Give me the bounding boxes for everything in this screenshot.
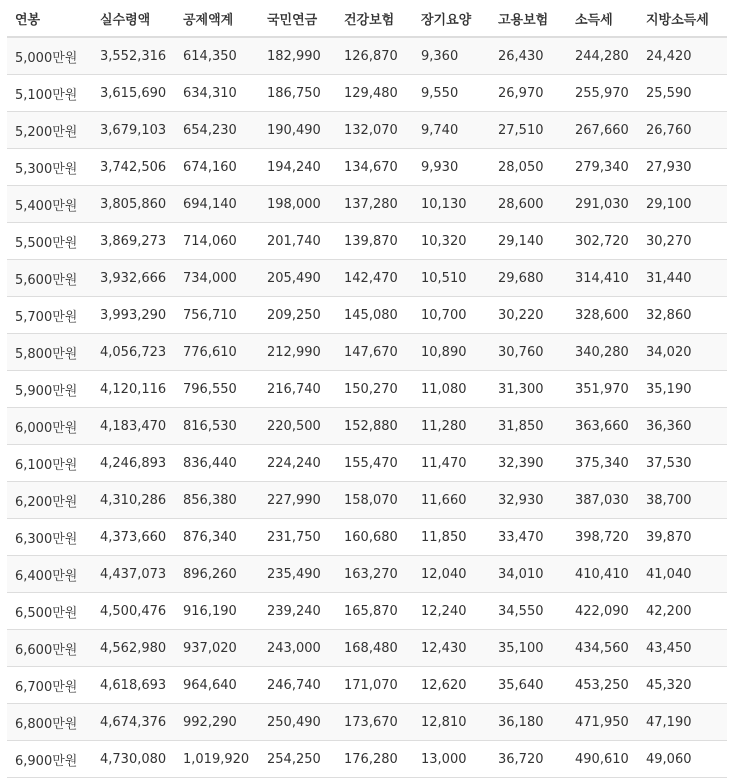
income-tax-cell: 340,280 — [567, 334, 638, 371]
table-header-row — [7, 0, 727, 37]
income-tax-cell: 314,410 — [567, 260, 638, 297]
long-term-care-cell: 9,550 — [413, 75, 490, 112]
table-row — [7, 223, 727, 260]
local-income-tax-cell: 35,190 — [638, 371, 727, 408]
national-pension-cell: 190,490 — [259, 112, 336, 149]
total-deduction-cell: 964,640 — [175, 667, 259, 704]
health-insurance-cell: 134,670 — [336, 149, 413, 186]
long-term-care-cell: 10,130 — [413, 186, 490, 223]
header-national-pension: 국민연금 — [259, 0, 336, 37]
annual-salary-cell: 5,300만원 — [7, 149, 92, 186]
table-row — [7, 112, 727, 149]
income-tax-cell: 422,090 — [567, 593, 638, 630]
total-deduction-cell: 896,260 — [175, 556, 259, 593]
net-pay-cell: 4,730,080 — [92, 741, 175, 778]
table-row — [7, 519, 727, 556]
table-row — [7, 593, 727, 630]
annual-salary-cell: 6,100만원 — [7, 445, 92, 482]
net-pay-cell: 4,674,376 — [92, 704, 175, 741]
income-tax-cell: 453,250 — [567, 667, 638, 704]
employment-insurance-cell: 31,300 — [490, 371, 567, 408]
health-insurance-cell: 132,070 — [336, 112, 413, 149]
total-deduction-cell: 836,440 — [175, 445, 259, 482]
local-income-tax-cell: 43,450 — [638, 630, 727, 667]
health-insurance-cell: 139,870 — [336, 223, 413, 260]
annual-salary-cell: 6,600만원 — [7, 630, 92, 667]
employment-insurance-cell: 31,850 — [490, 408, 567, 445]
health-insurance-cell: 150,270 — [336, 371, 413, 408]
net-pay-cell: 4,437,073 — [92, 556, 175, 593]
national-pension-cell: 209,250 — [259, 297, 336, 334]
local-income-tax-cell: 49,060 — [638, 741, 727, 778]
net-pay-cell: 4,246,893 — [92, 445, 175, 482]
total-deduction-cell: 876,340 — [175, 519, 259, 556]
income-tax-cell: 291,030 — [567, 186, 638, 223]
income-tax-cell: 244,280 — [567, 37, 638, 75]
table-row — [7, 741, 727, 778]
table-row — [7, 149, 727, 186]
national-pension-cell: 227,990 — [259, 482, 336, 519]
health-insurance-cell: 176,280 — [336, 741, 413, 778]
employment-insurance-cell: 26,430 — [490, 37, 567, 75]
annual-salary-cell: 5,900만원 — [7, 371, 92, 408]
long-term-care-cell: 11,660 — [413, 482, 490, 519]
national-pension-cell: 194,240 — [259, 149, 336, 186]
long-term-care-cell: 11,080 — [413, 371, 490, 408]
net-pay-cell: 3,869,273 — [92, 223, 175, 260]
income-tax-cell: 328,600 — [567, 297, 638, 334]
total-deduction-cell: 674,160 — [175, 149, 259, 186]
total-deduction-cell: 776,610 — [175, 334, 259, 371]
long-term-care-cell: 10,700 — [413, 297, 490, 334]
local-income-tax-cell: 42,200 — [638, 593, 727, 630]
annual-salary-cell: 6,700만원 — [7, 667, 92, 704]
total-deduction-cell: 916,190 — [175, 593, 259, 630]
local-income-tax-cell: 32,860 — [638, 297, 727, 334]
long-term-care-cell: 11,280 — [413, 408, 490, 445]
national-pension-cell: 201,740 — [259, 223, 336, 260]
net-pay-cell: 4,310,286 — [92, 482, 175, 519]
health-insurance-cell: 171,070 — [336, 667, 413, 704]
annual-salary-cell: 6,800만원 — [7, 704, 92, 741]
long-term-care-cell: 10,890 — [413, 334, 490, 371]
long-term-care-cell: 11,850 — [413, 519, 490, 556]
local-income-tax-cell: 34,020 — [638, 334, 727, 371]
employment-insurance-cell: 28,050 — [490, 149, 567, 186]
health-insurance-cell: 168,480 — [336, 630, 413, 667]
income-tax-cell: 302,720 — [567, 223, 638, 260]
annual-salary-cell: 6,200만원 — [7, 482, 92, 519]
long-term-care-cell: 10,510 — [413, 260, 490, 297]
health-insurance-cell: 137,280 — [336, 186, 413, 223]
local-income-tax-cell: 41,040 — [638, 556, 727, 593]
table-row — [7, 482, 727, 519]
health-insurance-cell: 160,680 — [336, 519, 413, 556]
national-pension-cell: 243,000 — [259, 630, 336, 667]
table-row — [7, 371, 727, 408]
local-income-tax-cell: 37,530 — [638, 445, 727, 482]
table-row — [7, 704, 727, 741]
net-pay-cell: 3,993,290 — [92, 297, 175, 334]
annual-salary-cell: 5,200만원 — [7, 112, 92, 149]
header-total-deduction: 공제액계 — [175, 0, 259, 37]
total-deduction-cell: 756,710 — [175, 297, 259, 334]
employment-insurance-cell: 32,390 — [490, 445, 567, 482]
annual-salary-cell: 5,600만원 — [7, 260, 92, 297]
local-income-tax-cell: 31,440 — [638, 260, 727, 297]
local-income-tax-cell: 24,420 — [638, 37, 727, 75]
long-term-care-cell: 10,320 — [413, 223, 490, 260]
local-income-tax-cell: 45,320 — [638, 667, 727, 704]
table-row — [7, 75, 727, 112]
header-employment-insurance: 고용보험 — [490, 0, 567, 37]
local-income-tax-cell: 38,700 — [638, 482, 727, 519]
table-row — [7, 37, 727, 75]
long-term-care-cell: 12,620 — [413, 667, 490, 704]
employment-insurance-cell: 29,140 — [490, 223, 567, 260]
health-insurance-cell: 163,270 — [336, 556, 413, 593]
national-pension-cell: 254,250 — [259, 741, 336, 778]
employment-insurance-cell: 34,550 — [490, 593, 567, 630]
long-term-care-cell: 13,000 — [413, 741, 490, 778]
employment-insurance-cell: 26,970 — [490, 75, 567, 112]
income-tax-cell: 490,610 — [567, 741, 638, 778]
health-insurance-cell: 129,480 — [336, 75, 413, 112]
net-pay-cell: 3,805,860 — [92, 186, 175, 223]
health-insurance-cell: 165,870 — [336, 593, 413, 630]
employment-insurance-cell: 32,930 — [490, 482, 567, 519]
total-deduction-cell: 734,000 — [175, 260, 259, 297]
total-deduction-cell: 816,530 — [175, 408, 259, 445]
net-pay-cell: 3,552,316 — [92, 37, 175, 75]
income-tax-cell: 267,660 — [567, 112, 638, 149]
local-income-tax-cell: 36,360 — [638, 408, 727, 445]
long-term-care-cell: 11,470 — [413, 445, 490, 482]
health-insurance-cell: 155,470 — [336, 445, 413, 482]
table-row — [7, 667, 727, 704]
national-pension-cell: 246,740 — [259, 667, 336, 704]
annual-salary-cell: 6,400만원 — [7, 556, 92, 593]
net-pay-cell: 4,618,693 — [92, 667, 175, 704]
total-deduction-cell: 937,020 — [175, 630, 259, 667]
employment-insurance-cell: 33,470 — [490, 519, 567, 556]
income-tax-cell: 363,660 — [567, 408, 638, 445]
employment-insurance-cell: 34,010 — [490, 556, 567, 593]
long-term-care-cell: 12,430 — [413, 630, 490, 667]
net-pay-cell: 3,615,690 — [92, 75, 175, 112]
net-pay-cell: 4,500,476 — [92, 593, 175, 630]
net-pay-cell: 4,373,660 — [92, 519, 175, 556]
national-pension-cell: 220,500 — [259, 408, 336, 445]
table-body — [7, 37, 727, 778]
local-income-tax-cell: 25,590 — [638, 75, 727, 112]
national-pension-cell: 198,000 — [259, 186, 336, 223]
national-pension-cell: 224,240 — [259, 445, 336, 482]
net-pay-cell: 4,056,723 — [92, 334, 175, 371]
employment-insurance-cell: 35,100 — [490, 630, 567, 667]
total-deduction-cell: 714,060 — [175, 223, 259, 260]
total-deduction-cell: 1,019,920 — [175, 741, 259, 778]
table-row — [7, 334, 727, 371]
long-term-care-cell: 9,360 — [413, 37, 490, 75]
table-row — [7, 408, 727, 445]
employment-insurance-cell: 30,220 — [490, 297, 567, 334]
annual-salary-cell: 5,400만원 — [7, 186, 92, 223]
employment-insurance-cell: 27,510 — [490, 112, 567, 149]
health-insurance-cell: 173,670 — [336, 704, 413, 741]
national-pension-cell: 235,490 — [259, 556, 336, 593]
long-term-care-cell: 12,810 — [413, 704, 490, 741]
long-term-care-cell: 9,740 — [413, 112, 490, 149]
employment-insurance-cell: 36,180 — [490, 704, 567, 741]
income-tax-cell: 471,950 — [567, 704, 638, 741]
header-net-pay: 실수령액 — [92, 0, 175, 37]
annual-salary-cell: 6,300만원 — [7, 519, 92, 556]
income-tax-cell: 398,720 — [567, 519, 638, 556]
long-term-care-cell: 12,240 — [413, 593, 490, 630]
annual-salary-cell: 5,100만원 — [7, 75, 92, 112]
annual-salary-cell: 5,800만원 — [7, 334, 92, 371]
header-health-insurance: 건강보험 — [336, 0, 413, 37]
annual-salary-cell: 6,900만원 — [7, 741, 92, 778]
health-insurance-cell: 152,880 — [336, 408, 413, 445]
total-deduction-cell: 796,550 — [175, 371, 259, 408]
total-deduction-cell: 634,310 — [175, 75, 259, 112]
salary-table — [7, 0, 727, 778]
local-income-tax-cell: 26,760 — [638, 112, 727, 149]
income-tax-cell: 351,970 — [567, 371, 638, 408]
table-row — [7, 186, 727, 223]
national-pension-cell: 205,490 — [259, 260, 336, 297]
total-deduction-cell: 694,140 — [175, 186, 259, 223]
annual-salary-cell: 6,500만원 — [7, 593, 92, 630]
table-row — [7, 630, 727, 667]
long-term-care-cell: 9,930 — [413, 149, 490, 186]
income-tax-cell: 279,340 — [567, 149, 638, 186]
national-pension-cell: 216,740 — [259, 371, 336, 408]
net-pay-cell: 4,183,470 — [92, 408, 175, 445]
header-income-tax: 소득세 — [567, 0, 638, 37]
health-insurance-cell: 142,470 — [336, 260, 413, 297]
annual-salary-cell: 5,500만원 — [7, 223, 92, 260]
annual-salary-cell: 5,000만원 — [7, 37, 92, 75]
table-row — [7, 297, 727, 334]
income-tax-cell: 387,030 — [567, 482, 638, 519]
income-tax-cell: 255,970 — [567, 75, 638, 112]
annual-salary-cell: 6,000만원 — [7, 408, 92, 445]
table-row — [7, 260, 727, 297]
employment-insurance-cell: 29,680 — [490, 260, 567, 297]
net-pay-cell: 3,742,506 — [92, 149, 175, 186]
local-income-tax-cell: 27,930 — [638, 149, 727, 186]
local-income-tax-cell: 29,100 — [638, 186, 727, 223]
net-pay-cell: 3,679,103 — [92, 112, 175, 149]
net-pay-cell: 4,562,980 — [92, 630, 175, 667]
national-pension-cell: 186,750 — [259, 75, 336, 112]
net-pay-cell: 3,932,666 — [92, 260, 175, 297]
header-long-term-care: 장기요양 — [413, 0, 490, 37]
long-term-care-cell: 12,040 — [413, 556, 490, 593]
income-tax-cell: 375,340 — [567, 445, 638, 482]
employment-insurance-cell: 35,640 — [490, 667, 567, 704]
national-pension-cell: 182,990 — [259, 37, 336, 75]
header-annual-salary: 연봉 — [7, 0, 92, 37]
local-income-tax-cell: 39,870 — [638, 519, 727, 556]
income-tax-cell: 410,410 — [567, 556, 638, 593]
table-row — [7, 445, 727, 482]
health-insurance-cell: 147,670 — [336, 334, 413, 371]
national-pension-cell: 212,990 — [259, 334, 336, 371]
employment-insurance-cell: 28,600 — [490, 186, 567, 223]
table-row — [7, 556, 727, 593]
annual-salary-cell: 5,700만원 — [7, 297, 92, 334]
national-pension-cell: 231,750 — [259, 519, 336, 556]
local-income-tax-cell: 30,270 — [638, 223, 727, 260]
employment-insurance-cell: 36,720 — [490, 741, 567, 778]
local-income-tax-cell: 47,190 — [638, 704, 727, 741]
total-deduction-cell: 856,380 — [175, 482, 259, 519]
income-tax-cell: 434,560 — [567, 630, 638, 667]
health-insurance-cell: 158,070 — [336, 482, 413, 519]
employment-insurance-cell: 30,760 — [490, 334, 567, 371]
national-pension-cell: 239,240 — [259, 593, 336, 630]
net-pay-cell: 4,120,116 — [92, 371, 175, 408]
total-deduction-cell: 992,290 — [175, 704, 259, 741]
total-deduction-cell: 614,350 — [175, 37, 259, 75]
total-deduction-cell: 654,230 — [175, 112, 259, 149]
national-pension-cell: 250,490 — [259, 704, 336, 741]
health-insurance-cell: 126,870 — [336, 37, 413, 75]
health-insurance-cell: 145,080 — [336, 297, 413, 334]
header-local-income-tax: 지방소득세 — [638, 0, 727, 37]
